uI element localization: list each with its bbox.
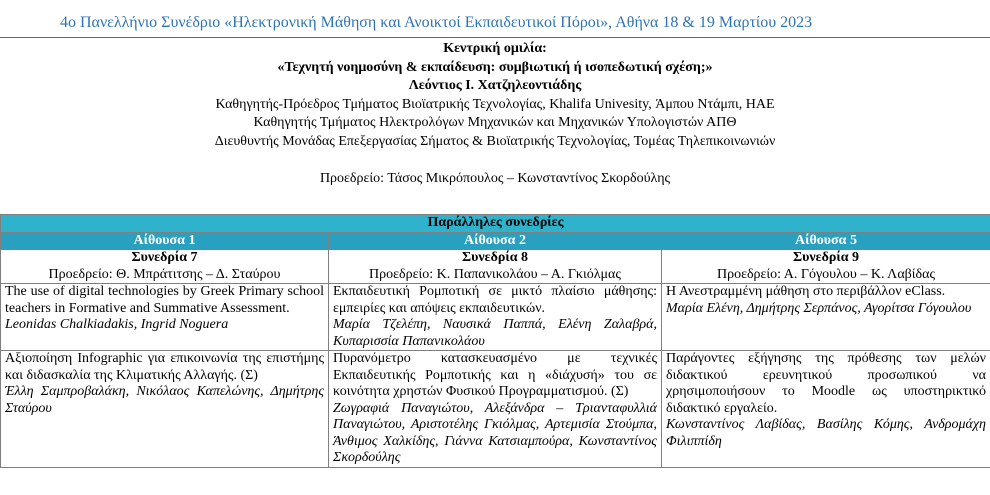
session-7-chairs: Προεδρείο: Θ. Μπράτιτσης – Δ. Σταύρου: [48, 266, 281, 282]
keynote-label: Κεντρική ομιλία:: [443, 41, 547, 56]
sessions-row: [1, 250, 990, 284]
paper-title: Η Ανεστραμμένη μάθηση στο περιβάλλον eClass.: [666, 284, 946, 299]
paper-authors: Leonidas Chalkiadakis, Ingrid Noguera: [5, 317, 229, 332]
session-8-name: Συνεδρία 8: [461, 250, 529, 265]
paper-cell: [662, 351, 990, 468]
session-9-chairs: Προεδρείο: Α. Γόγουλου – Κ. Λαβίδας: [716, 266, 936, 282]
speaker-affiliation-2: Καθηγητής Τμήματος Ηλεκτρολόγων Μηχανικών και Μηχανικών Υπολογιστών ΑΠΘ: [253, 115, 737, 131]
paper-title: Πυρανόμετρο κατασκευασμένο με τεχνικές Εκπαιδευτικής Ρομποτικής και η «διάχυσή» του σε κοινότητα χρηστών Φυσικού Προγραμματισμού. (Σ): [333, 351, 657, 399]
header-rule: [0, 37, 990, 38]
keynote-speaker: Λεόντιος Ι. Χατζηλεοντιάδης: [408, 78, 582, 94]
room-1: Αίθουσα 1: [1, 232, 329, 250]
paper-cell: [1, 351, 329, 468]
paper-authors: Ζωγραφιά Παναγιώτου, Αλεξάνδρα – Τριανταφυλλιά Παναγιώτου, Αριστοτέλης Γκιόλμας, Αρτεμισία Στούμπα, Άνθιμος Χαλκίδης, Γιάννα Κατσιαμπούρα, Κωνσταντίνος Σκορδούλης: [333, 400, 657, 465]
paper-cell: [662, 284, 990, 351]
paper-authors: Κωνσταντίνος Λαβίδας, Βασίλης Κόμης, Ανδρομάχη Φιλιππίδη: [666, 417, 987, 449]
paper-authors: Έλλη Σαμπροβαλάκη, Νικόλαος Καπελώνης, Δημήτρης Σταύρου: [5, 384, 324, 416]
table-row: [1, 351, 990, 468]
paper-cell: [329, 351, 662, 468]
page-header: [0, 0, 990, 38]
parallel-sessions-table: [0, 214, 990, 468]
keynote-chairs: Προεδρείο: Τάσος Μικρόπουλος – Κωνσταντίνος Σκορδούλης: [319, 170, 671, 186]
session-9-name: Συνεδρία 9: [792, 250, 860, 265]
paper-title: Εκπαιδευτική Ρομποτική σε μικτό πλαίσιο μάθησης: εμπειρίες και απόψεις εκπαιδευτικών.: [333, 284, 657, 316]
table-header-row: [1, 215, 990, 233]
paper-authors: Μαρία Τζελέπη, Ναυσικά Παππά, Ελένη Ζαλαβρά, Κυπαρισσία Παπανικολάου: [333, 317, 657, 349]
speaker-affiliation-3: Διευθυντής Μονάδας Επεξεργασίας Σήματος & Βιοϊατρικής Τεχνολογίας, Τομέας Τηλεπικοινωνιών: [214, 133, 776, 149]
paper-title: Παράγοντες εξήγησης της πρόθεσης των μελών διδακτικού ερευνητικού προσωπικού να χρησιμοποιήσουν το Moodle ως υποστηρικτικό διδακτικό εργαλείο.: [666, 351, 987, 416]
room-5: Αίθουσα 5: [662, 232, 990, 250]
paper-authors: Μαρία Ελένη, Δημήτρης Σερπάνος, Αγορίτσα Γόγουλου: [666, 300, 972, 316]
conference-title: 4o Πανελλήνιο Συνέδριο «Ηλεκτρονική Μάθηση και Ανοικτοί Εκπαιδευτικοί Πόροι», Αθήνα 18 & 19 Μαρτίου 2023: [60, 14, 813, 31]
session-9-cell: [662, 250, 990, 284]
paper-title: The use of digital technologies by Greek Primary school teachers in Formative and Summative Assessment.: [5, 284, 324, 316]
session-8-cell: [329, 250, 662, 284]
parallel-sessions-label: Παράλληλες συνεδρίες: [1, 215, 990, 233]
session-8-chairs: Προεδρείο: Κ. Παπανικολάου – Α. Γκιόλμας: [369, 266, 621, 282]
session-7-cell: [1, 250, 329, 284]
keynote-title: «Τεχνητή νοημοσύνη & εκπαίδευση: συμβιωτική ή ισοπεδωτική σχέση;»: [277, 59, 713, 75]
speaker-affiliation-1: Καθηγητής-Πρόεδρος Τμήματος Βιοϊατρικής Τεχνολογίας, Khalifa Univesity, Άμπου Ντάμπι, ΗΑΕ: [215, 96, 775, 112]
paper-cell: [329, 284, 662, 351]
rooms-row: [1, 232, 990, 250]
room-2: Αίθουσα 2: [329, 232, 662, 250]
session-7-name: Συνεδρία 7: [131, 250, 198, 265]
table-row: [1, 284, 990, 351]
paper-title: Αξιοποίηση Infographic για επικοινωνία της επιστήμης και διδασκαλία της Κλιματικής Αλλαγής. (Σ): [5, 351, 324, 383]
keynote-block: [0, 40, 990, 188]
paper-cell: [1, 284, 329, 351]
